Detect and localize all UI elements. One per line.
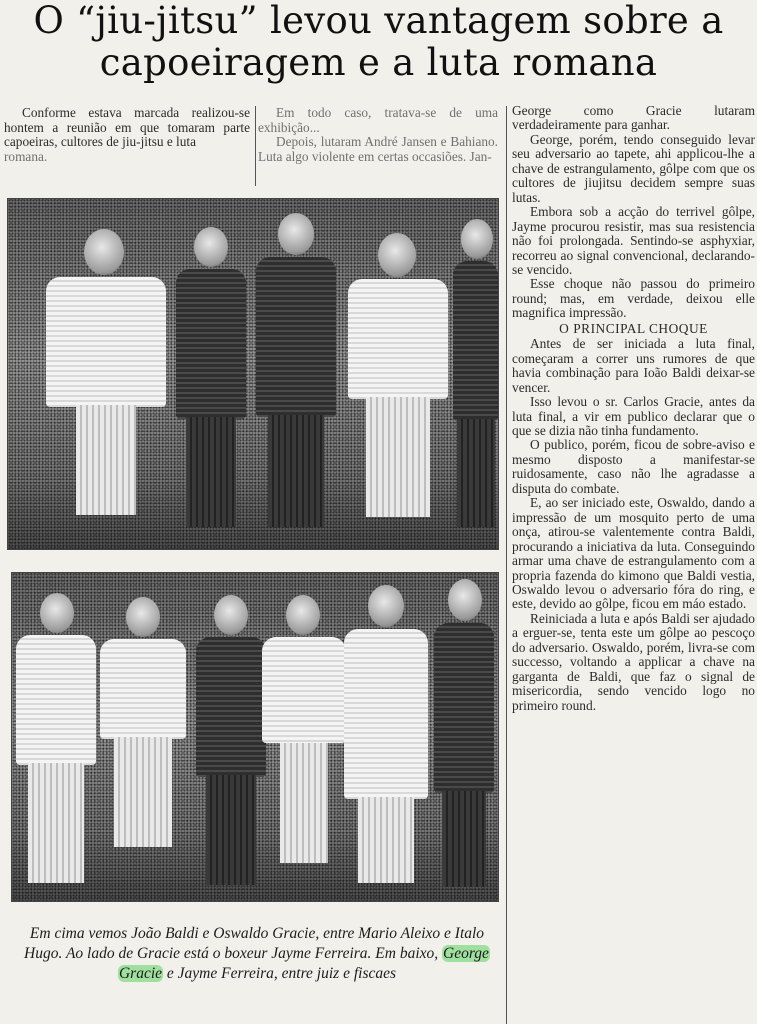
col3-paragraph-9: Reiniciada a luta e após Baldi ser ajudado a erguer-se, tenta este um gôlpe ao pescoço do adversario. Oswaldo, porém, livra-se com successo, voltando a applicar a chave na garganta de Baldi, que faz o signal de misericordia, sendo vencido logo no primeiro round. (512, 610, 755, 713)
figure-suit-centre (196, 595, 266, 895)
column-2 (258, 106, 498, 164)
figure-suit-2 (256, 213, 336, 528)
figure-fighter-right (262, 595, 346, 885)
top-photograph (7, 198, 499, 550)
caption-text-2: e Jayme Ferreira, entre juiz e fiscaes (166, 965, 397, 982)
caption-text-1: Em cima vemos João Baldi e Oswaldo Gracie, entre Mario Aleixo e Italo Hugo. Ao lado de Gracie está o boxeur Jayme Ferreira. Em baixo, (24, 925, 485, 962)
figure-fighter-left (100, 597, 186, 892)
col3-paragraph-2: George, porém, tendo conseguido levar seu adversario ao tapete, ahi applicou-lhe a chave de estrangulamento, gôlpe com que os cultores de jiujitsu decidem sempre suas lutas. (512, 131, 755, 205)
column-3 (512, 104, 755, 713)
col1-paragraph-end: romana. (4, 148, 48, 164)
col3-paragraph-5: Antes de ser iniciada a luta final, começaram a correr uns rumores de que havia combinação para Ioão Baldi deixar-se vencer. (512, 336, 755, 395)
col2-paragraph-1: Em todo caso, tratava-se de uma exhibição... (258, 105, 498, 135)
caption-highlight-george: George (443, 945, 489, 962)
headline (0, 0, 757, 84)
col3-paragraph-4: Esse choque não passou do primeiro round; mas, em verdade, deixou elle magnifica impressão. (512, 276, 755, 321)
col3-subheading: O PRINCIPAL CHOQUE (559, 320, 708, 336)
column-1 (4, 106, 250, 164)
headline-line-1: O “jiu-jitsu” levou vantagem sobre a (33, 0, 724, 42)
col3-paragraph-1: George como Gracie lutaram verdadeiramente para ganhar. (512, 103, 755, 133)
figure-white-gi-right (348, 233, 448, 528)
figure-suit-right (434, 579, 494, 889)
figure-white-gi-left (46, 229, 166, 529)
column-rule-2 (506, 106, 507, 1024)
photo-caption (18, 924, 496, 984)
figure-fiscal (344, 585, 428, 885)
caption-highlight-gracie: Gracie (118, 965, 163, 982)
col3-paragraph-6: Isso levou o sr. Carlos Gracie, antes da luta final, a vir em publico declarar que o que se dizia não tinha fundamento. (512, 394, 755, 438)
col1-paragraph: Conforme estava marcada realizou-se hontem a reunião em que tomaram parte capoeiras, cultores de jiu-jitsu e luta (4, 105, 250, 150)
figure-referee (16, 593, 96, 893)
bottom-photograph (11, 572, 499, 902)
col3-paragraph-3: Embora sob a acção do terrivel gôlpe, Jayme procurou resistir, mas sua resistencia não foi prolongada. Sentindo-se asphyxiar, recorreu ao signal convencional, declarando-se vencido. (512, 204, 755, 277)
figure-suit-3 (453, 219, 498, 529)
col3-paragraph-8: E, ao ser iniciado este, Oswaldo, dando a impressão de um mosquito perto de uma onça, atirou-se valentemente contra Baldi, procurando a iniciativa da luta. Conseguindo armar uma chave de estrangulamento com a propria fazenda do kimono que Baldi vestia, Oswaldo levou o adversario fóra do ring, e este, devido ao gôlpe, ficou em máo estado. (512, 495, 755, 612)
figure-suit-1 (176, 227, 246, 527)
col2-paragraph-2: Depois, lutaram André Jansen e Bahiano. Luta algo violente em certas occasiões. Jan- (258, 134, 498, 164)
headline-line-2: capoeiragem e a luta romana (99, 41, 658, 84)
col3-paragraph-7: O publico, porém, ficou de sobre-aviso e mesmo disposto a manifestar-se ruidosamente, caso não lhe agradasse a disputa do combate. (512, 437, 755, 496)
column-rule-1 (255, 106, 256, 186)
